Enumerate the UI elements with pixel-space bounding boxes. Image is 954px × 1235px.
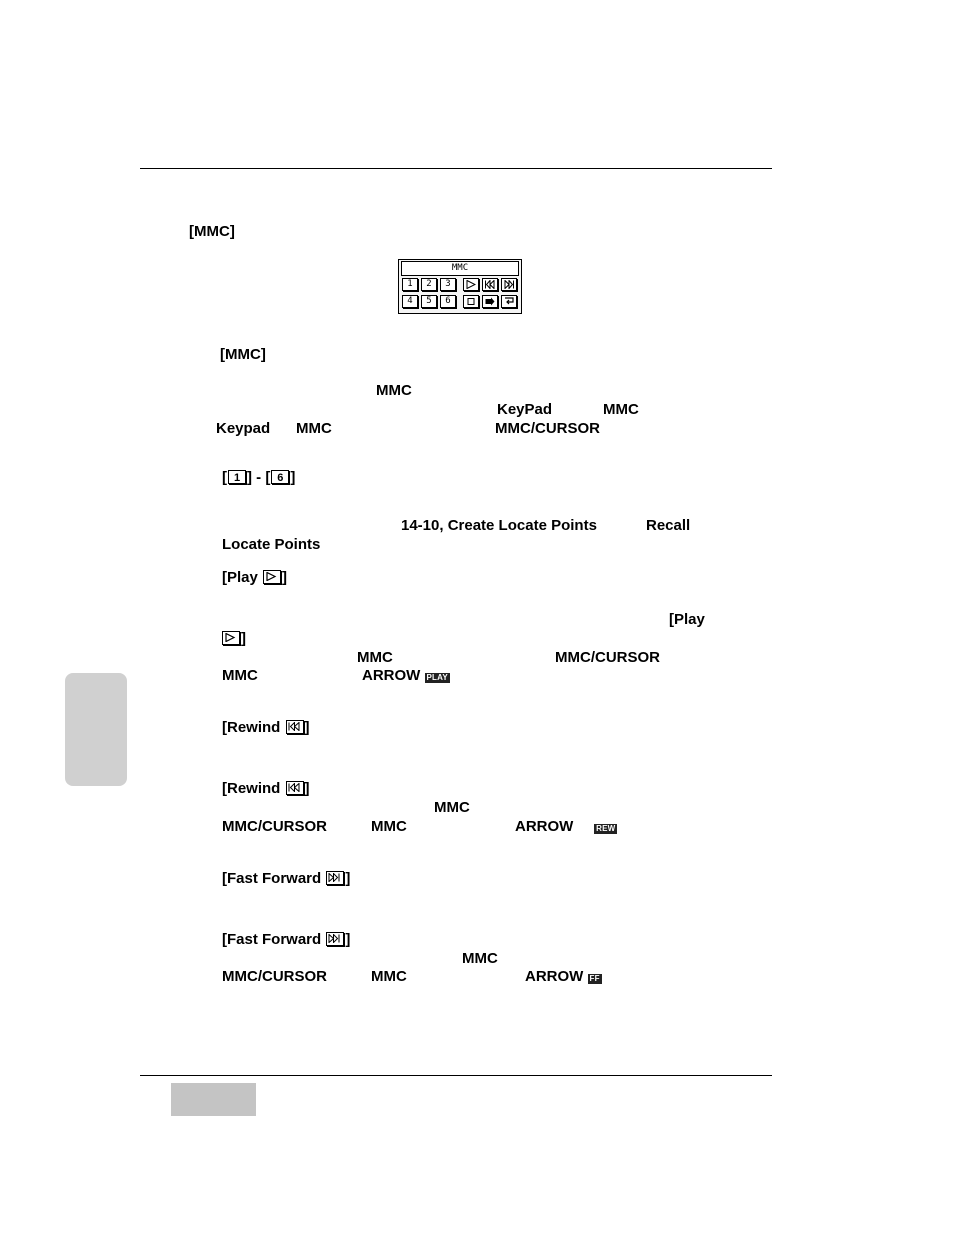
- panel-button-2[interactable]: 2: [421, 278, 437, 291]
- locate-buttons-label: [ 1 ] - [ 6 ]: [222, 469, 296, 486]
- ff-badge: FF: [589, 974, 600, 983]
- stop-icon: [466, 297, 476, 306]
- keypad-term: Keypad: [216, 420, 271, 437]
- button-1-icon: 1: [228, 470, 246, 484]
- mmc-term: MMC: [603, 401, 639, 418]
- mmc-panel: [398, 259, 522, 314]
- mmc-cursor-term: MMC/CURSOR: [495, 420, 600, 437]
- side-tab: [65, 673, 127, 786]
- rewind-icon: [286, 720, 304, 734]
- mmc-label: [MMC]: [220, 346, 266, 363]
- section-heading-mmc: [MMC]: [189, 223, 235, 240]
- recall-term: Recall: [646, 517, 691, 534]
- return-icon: [504, 297, 514, 306]
- ff-label: [Fast Forward ]: [222, 870, 351, 887]
- button-6-icon: 6: [271, 470, 289, 484]
- mmc-cursor-term: MMC/CURSOR: [222, 818, 327, 835]
- play-icon: [466, 280, 476, 289]
- fast-forward-icon: [504, 280, 514, 289]
- mmc-term: MMC: [462, 950, 498, 967]
- panel-play-button[interactable]: [463, 278, 479, 291]
- locate-reference: 14-10, Create Locate Points: [401, 517, 597, 534]
- panel-button-3[interactable]: 3: [440, 278, 456, 291]
- fast-forward-icon: [326, 871, 344, 885]
- mmc-term: MMC: [376, 382, 412, 399]
- play-ref-icon: ]: [221, 630, 246, 648]
- keypad-term: KeyPad: [497, 401, 553, 418]
- fast-forward-icon: [326, 932, 344, 946]
- mmc-term: MMC: [296, 420, 332, 437]
- panel-stop-button[interactable]: [463, 295, 479, 308]
- mmc-cursor-term: MMC/CURSOR: [555, 649, 660, 666]
- panel-button-1[interactable]: 1: [402, 278, 418, 291]
- rew-badge: REW: [596, 824, 616, 833]
- rewind-icon: [485, 280, 495, 289]
- play-badge: PLAY: [426, 673, 448, 682]
- panel-button-4[interactable]: 4: [402, 295, 418, 308]
- mmc-term: MMC: [222, 667, 258, 684]
- panel-fast-forward-button[interactable]: [501, 278, 517, 291]
- rewind-icon: [286, 781, 304, 795]
- play-icon: [222, 631, 240, 645]
- record-icon: [485, 297, 495, 306]
- rewind-label-2: [Rewind ]: [222, 780, 310, 797]
- mmc-cursor-term: MMC/CURSOR: [222, 968, 327, 985]
- mmc-term: MMC: [357, 649, 393, 666]
- arrow-term: ARROW REW: [515, 818, 616, 835]
- top-rule: [140, 168, 772, 169]
- panel-record-button[interactable]: [482, 295, 498, 308]
- panel-button-5[interactable]: 5: [421, 295, 437, 308]
- mmc-term: MMC: [371, 818, 407, 835]
- rewind-label: [Rewind ]: [222, 719, 310, 736]
- locate-points-term: Locate Points: [222, 536, 321, 553]
- arrow-term: ARROW FF: [525, 968, 600, 985]
- play-icon: [263, 570, 281, 584]
- mmc-term: MMC: [371, 968, 407, 985]
- play-ref: [Play: [669, 611, 705, 628]
- ff-label-2: [Fast Forward ]: [222, 931, 351, 948]
- panel-rewind-button[interactable]: [482, 278, 498, 291]
- bottom-rule: [140, 1075, 772, 1076]
- page-number-box: [171, 1083, 256, 1116]
- mmc-term: MMC: [434, 799, 470, 816]
- panel-return-button[interactable]: [501, 295, 517, 308]
- arrow-term: ARROW PLAY: [362, 667, 448, 684]
- play-label: [Play ]: [222, 569, 288, 586]
- panel-button-6[interactable]: 6: [440, 295, 456, 308]
- mmc-panel-title: MMC: [401, 261, 519, 276]
